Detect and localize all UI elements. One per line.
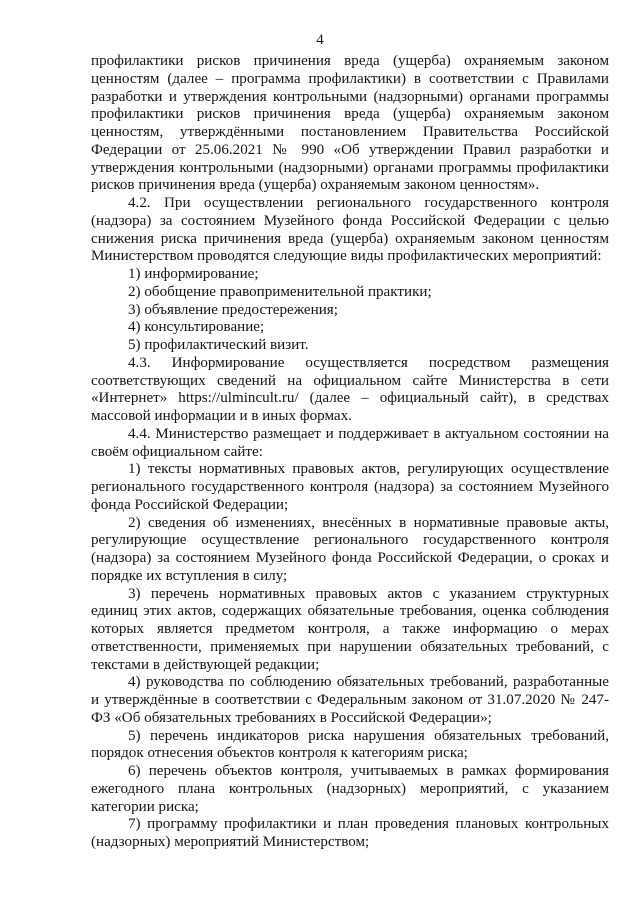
page-number: 4 bbox=[316, 32, 324, 48]
list-item-practice-summary: 2) обобщение правоприменительной практики; bbox=[128, 283, 432, 300]
paragraph-4-4: 4.4. Министерство размещает и поддерживает в актуальном состоянии на своём официальном сайте: bbox=[91, 425, 609, 460]
list-item-4: 4) руководства по соблюдению обязательных требований, разработанные и утверждённые в соответствии с Федеральным законом от 31.07.2020 № 247-ФЗ «Об обязательных требованиях в Российской Федерации»; bbox=[91, 674, 609, 726]
list-item-3: 3) перечень нормативных правовых актов с указанием структурных единиц этих актов, содержащих обязательные требования, оценка соблюдения которых является предметом контроля, а также информацию о мерах ответственности, применяемых при нарушении обязательных требований, с текстами в действующей редакции; bbox=[91, 585, 609, 673]
document-body bbox=[91, 53, 609, 852]
list-item-5: 5) перечень индикаторов риска нарушения обязательных требований, порядок отнесения объектов контроля к категориям риска; bbox=[91, 727, 609, 762]
list-item-warning: 3) объявление предостережения; bbox=[128, 301, 338, 318]
list-item-visit: 5) профилактический визит. bbox=[128, 337, 309, 353]
list-item-1: 1) тексты нормативных правовых актов, регулирующих осуществление регионального государственного контроля (надзора) за состоянием Музейного фонда Российской Федерации; bbox=[91, 461, 609, 513]
paragraph-4-3: 4.3. Информирование осуществляется посредством размещения соответствующих сведений на официальном сайте Министерства в сети «Интернет» https://ulmincult.ru/ (далее – официальный сайт), в средствах массовой информации и в иных формах. bbox=[91, 354, 609, 424]
list-item-consulting: 4) консультирование; bbox=[128, 319, 265, 336]
list-item-2: 2) сведения об изменениях, внесённых в нормативные правовые акты, регулирующие осуществление регионального государственного контроля (надзора) за состоянием Музейного фонда Российской Федерации, о сроках и порядке их вступления в силу; bbox=[91, 514, 609, 584]
list-item-6: 6) перечень объектов контроля, учитываемых в рамках формирования ежегодного плана контрольных (надзорных) мероприятий, с указанием категории риска; bbox=[91, 763, 609, 815]
paragraph-continuation: профилактики рисков причинения вреда (ущерба) охраняемым законом ценностям (далее – программа профилактики) в соответствии с Правилами разработки и утверждения контрольными (надзорными) органами программы профилактики рисков причинения вреда (ущерба) охраняемым законом ценностям, утверждёнными постановлением Правительства Российской Федерации от 25.06.2021 № 990 «Об утверждении Правил разработки и утверждения контрольными (надзорными) органами программы профилактики рисков причинения вреда (ущерба) охраняемым законом ценностям». bbox=[91, 53, 609, 194]
list-item-7: 7) программу профилактики и план проведения плановых контрольных (надзорных) мероприятий Министерством; bbox=[91, 816, 609, 850]
paragraph-4-2: 4.2. При осуществлении регионального государственного контроля (надзора) за состоянием Музейного фонда Российской Федерации с целью снижения риска причинения вреда (ущерба) охраняемым законом ценностям Министерством проводятся следующие виды профилактических мероприятий: bbox=[91, 195, 609, 265]
list-item-informing: 1) информирование; bbox=[128, 266, 259, 282]
